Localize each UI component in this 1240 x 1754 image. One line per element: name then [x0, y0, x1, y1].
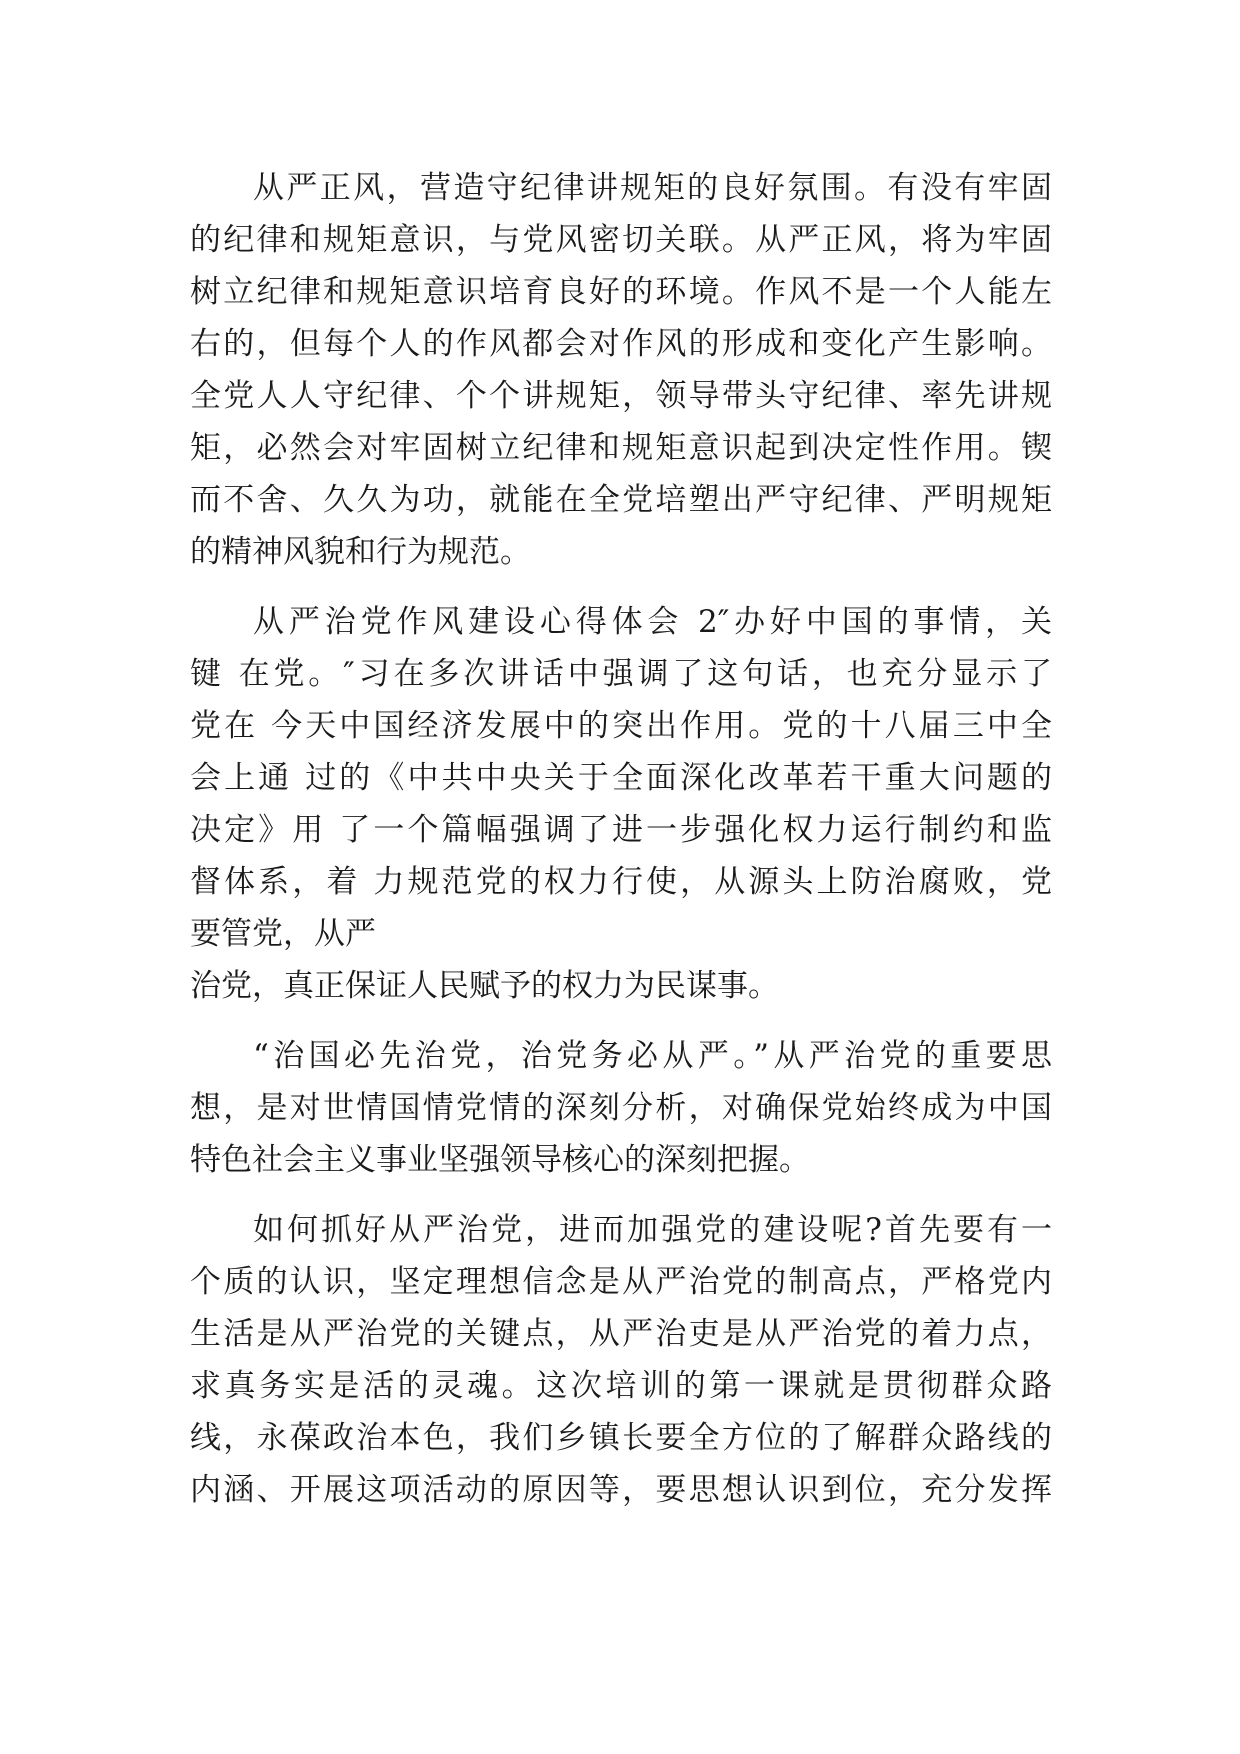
text-line: 线，永葆政治本色，我们乡镇长要全方位的了解群众路线的: [190, 1420, 1052, 1456]
text-line: 治党，真正保证人民赋予的权力为民谋事。: [190, 968, 779, 1004]
paragraph-3: [190, 960, 1052, 1012]
text-line: 而不舍、久久为功，就能在全党培塑出严守纪律、严明规矩: [190, 482, 1052, 518]
text-line: 键 在党。″习在多次讲话中强调了这句话，也充分显示了: [190, 656, 1052, 692]
text-line: 党在 今天中国经济发展中的突出作用。党的十八届三中全: [190, 708, 1052, 744]
text-line: 从严治党作风建设心得体会 2″办好中国的事情，关: [253, 604, 1052, 640]
text-line: 的纪律和规矩意识，与党风密切关联。从严正风，将为牢固: [190, 222, 1052, 258]
text-line: 会上通 过的《中共中央关于全面深化改革若干重大问题的: [190, 760, 1052, 796]
text-line: 全党人人守纪律、个个讲规矩，领导带头守纪律、率先讲规: [190, 378, 1052, 414]
text-line: 矩，必然会对牢固树立纪律和规矩意识起到决定性作用。锲: [190, 430, 1052, 466]
text-line: 决定》用 了一个篇幅强调了进一步强化权力运行制约和监: [190, 812, 1052, 848]
text-line: 右的，但每个人的作风都会对作风的形成和变化产生影响。: [190, 326, 1052, 362]
text-line: 的精神风貌和行为规范。: [190, 534, 531, 570]
document-page: [190, 162, 1052, 1516]
text-line: 督体系，着 力规范党的权力行使，从源头上防治腐败，党: [190, 864, 1052, 900]
text-line: 如何抓好从严治党，进而加强党的建设呢?首先要有一: [253, 1212, 1052, 1248]
paragraph-1: [190, 162, 1052, 578]
text-line: 特色社会主义事业坚强领导核心的深刻把握。: [190, 1142, 810, 1178]
text-line: 内涵、开展这项活动的原因等，要思想认识到位，充分发挥: [190, 1472, 1052, 1508]
text-line: 个质的认识，坚定理想信念是从严治党的制高点，严格党内: [190, 1264, 1052, 1300]
text-line: 想，是对世情国情党情的深刻分析，对确保党始终成为中国: [190, 1090, 1052, 1126]
paragraph-4: [190, 1030, 1052, 1186]
text-line: 求真务实是活的灵魂。这次培训的第一课就是贯彻群众路: [190, 1368, 1052, 1404]
paragraph-2: [190, 596, 1052, 960]
paragraph-5: [190, 1204, 1052, 1516]
text-line: 要管党，从严: [190, 916, 376, 952]
text-line: 树立纪律和规矩意识培育良好的环境。作风不是一个人能左: [190, 274, 1052, 310]
text-line: 生活是从严治党的关键点，从严治吏是从严治党的着力点，: [190, 1316, 1052, 1352]
text-line: “治国必先治党，治党务必从严。”从严治党的重要思: [253, 1038, 1052, 1074]
text-line: 从严正风，营造守纪律讲规矩的良好氛围。有没有牢固: [253, 170, 1052, 206]
